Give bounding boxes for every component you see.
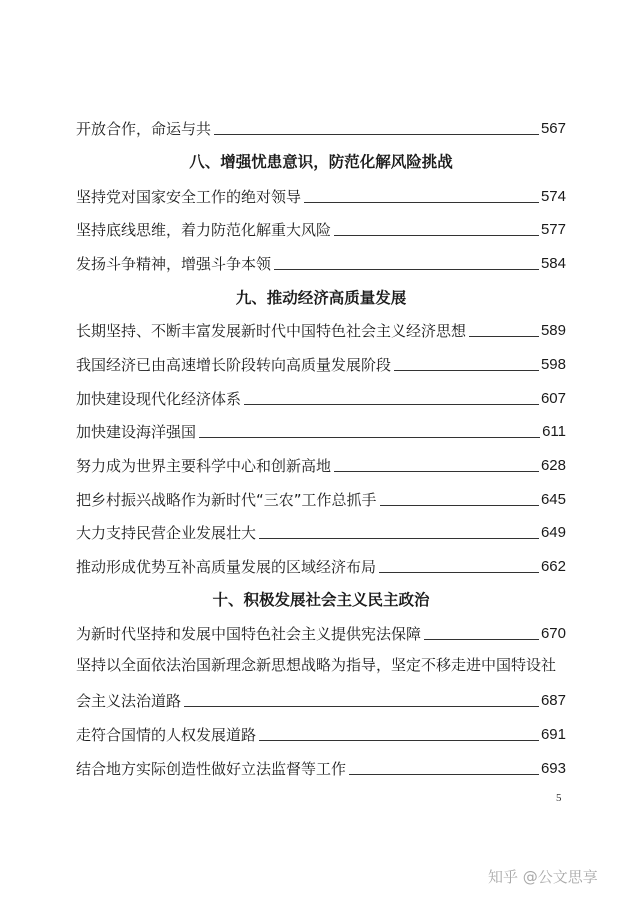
section-heading: 九、推动经济高质量发展: [235, 289, 407, 307]
leader-line: [379, 572, 539, 573]
toc-entry-page: 577: [540, 221, 566, 238]
leader-line: [274, 269, 539, 270]
toc-entry-title-continuation: 会主义法治道路: [76, 692, 182, 710]
toc-entry-title: 加快建设海洋强国: [76, 423, 197, 441]
toc-entry: [76, 247, 566, 273]
toc-entry-page: 649: [540, 524, 566, 541]
toc-entry-title: 努力成为世界主要科学中心和创新高地: [76, 457, 332, 475]
toc-entry-page: 607: [540, 390, 566, 407]
toc-entry: [76, 415, 566, 441]
toc-entry-title: 走符合国情的人权发展道路: [76, 726, 257, 744]
toc-entry-title: 把乡村振兴战略作为新时代“三农”工作总抓手: [76, 491, 377, 509]
toc-entry: [76, 112, 566, 138]
toc-entry: [76, 684, 566, 710]
toc-entry-title: 坚持党对国家安全工作的绝对领导: [76, 188, 302, 206]
leader-line: [424, 639, 539, 640]
toc-entry: [76, 550, 566, 576]
toc-entry: [76, 752, 566, 778]
toc-entry-title: 我国经济已由高速增长阶段转向高质量发展阶段: [76, 356, 392, 374]
leader-line: [304, 202, 539, 203]
toc-entry-page: 662: [540, 558, 566, 575]
toc-entry-title: 开放合作，命运与共: [76, 120, 212, 138]
toc-entry: [76, 348, 566, 374]
toc-entry-title: 大力支持民营企业发展壮大: [76, 524, 257, 542]
toc-entry-page: 687: [540, 692, 566, 709]
toc-entry-title: 长期坚持、不断丰富发展新时代中国特色社会主义经济思想: [76, 322, 467, 340]
toc-entry-page: 584: [540, 255, 566, 272]
toc-entry-page: 574: [540, 188, 566, 205]
leader-line: [349, 774, 539, 775]
toc-entry-title: 发扬斗争精神，增强斗争本领: [76, 255, 272, 273]
section-heading: 八、增强忧患意识，防范化解风险挑战: [189, 153, 453, 171]
page-number: 5: [556, 792, 562, 804]
toc-entry-page: 693: [540, 760, 566, 777]
toc-entry-title: 为新时代坚持和发展中国特色社会主义提供宪法保障: [76, 625, 422, 643]
toc-entry-title: 坚持底线思维，着力防范化解重大风险: [76, 221, 332, 239]
leader-line: [394, 370, 539, 371]
toc-entry-title: 推动形成优势互补高质量发展的区域经济布局: [76, 558, 377, 576]
toc-entry: [76, 213, 566, 239]
leader-line: [214, 134, 539, 135]
toc-entry-title: 加快建设现代化经济体系: [76, 390, 242, 408]
toc-entry: [76, 483, 566, 509]
leader-line: [334, 235, 539, 236]
leader-line: [469, 336, 539, 337]
toc-entry-page: 645: [540, 491, 566, 508]
leader-line: [380, 505, 539, 506]
leader-line: [199, 437, 540, 438]
toc-entry-page: 691: [540, 726, 566, 743]
leader-line: [259, 740, 539, 741]
leader-line: [244, 404, 539, 405]
toc-entry-page: 670: [540, 625, 566, 642]
toc-entry-page: 611: [542, 423, 566, 440]
toc-entry: [76, 718, 566, 744]
toc-entry-title: 结合地方实际创造性做好立法监督等工作: [76, 760, 347, 778]
section-heading: 十、积极发展社会主义民主政治: [212, 591, 430, 609]
leader-line: [334, 471, 539, 472]
leader-line: [259, 538, 539, 539]
toc-entry-page: 598: [540, 356, 566, 373]
toc-entry-page: 589: [540, 322, 566, 339]
toc-entry: [76, 314, 566, 340]
toc-entry-page: 628: [540, 457, 566, 474]
toc-entry: [76, 382, 566, 408]
watermark: 知乎 @公文思享: [488, 868, 598, 886]
toc-entry-page: 567: [540, 120, 566, 137]
toc-entry: [76, 449, 566, 475]
leader-line: [184, 706, 539, 707]
toc-entry: [76, 516, 566, 542]
toc-entry: [76, 180, 566, 206]
toc-entry: [76, 617, 566, 643]
toc-entry-title: 坚持以全面依法治国新理念新思想战略为指导，坚定不移走进中国特设社: [76, 656, 557, 674]
